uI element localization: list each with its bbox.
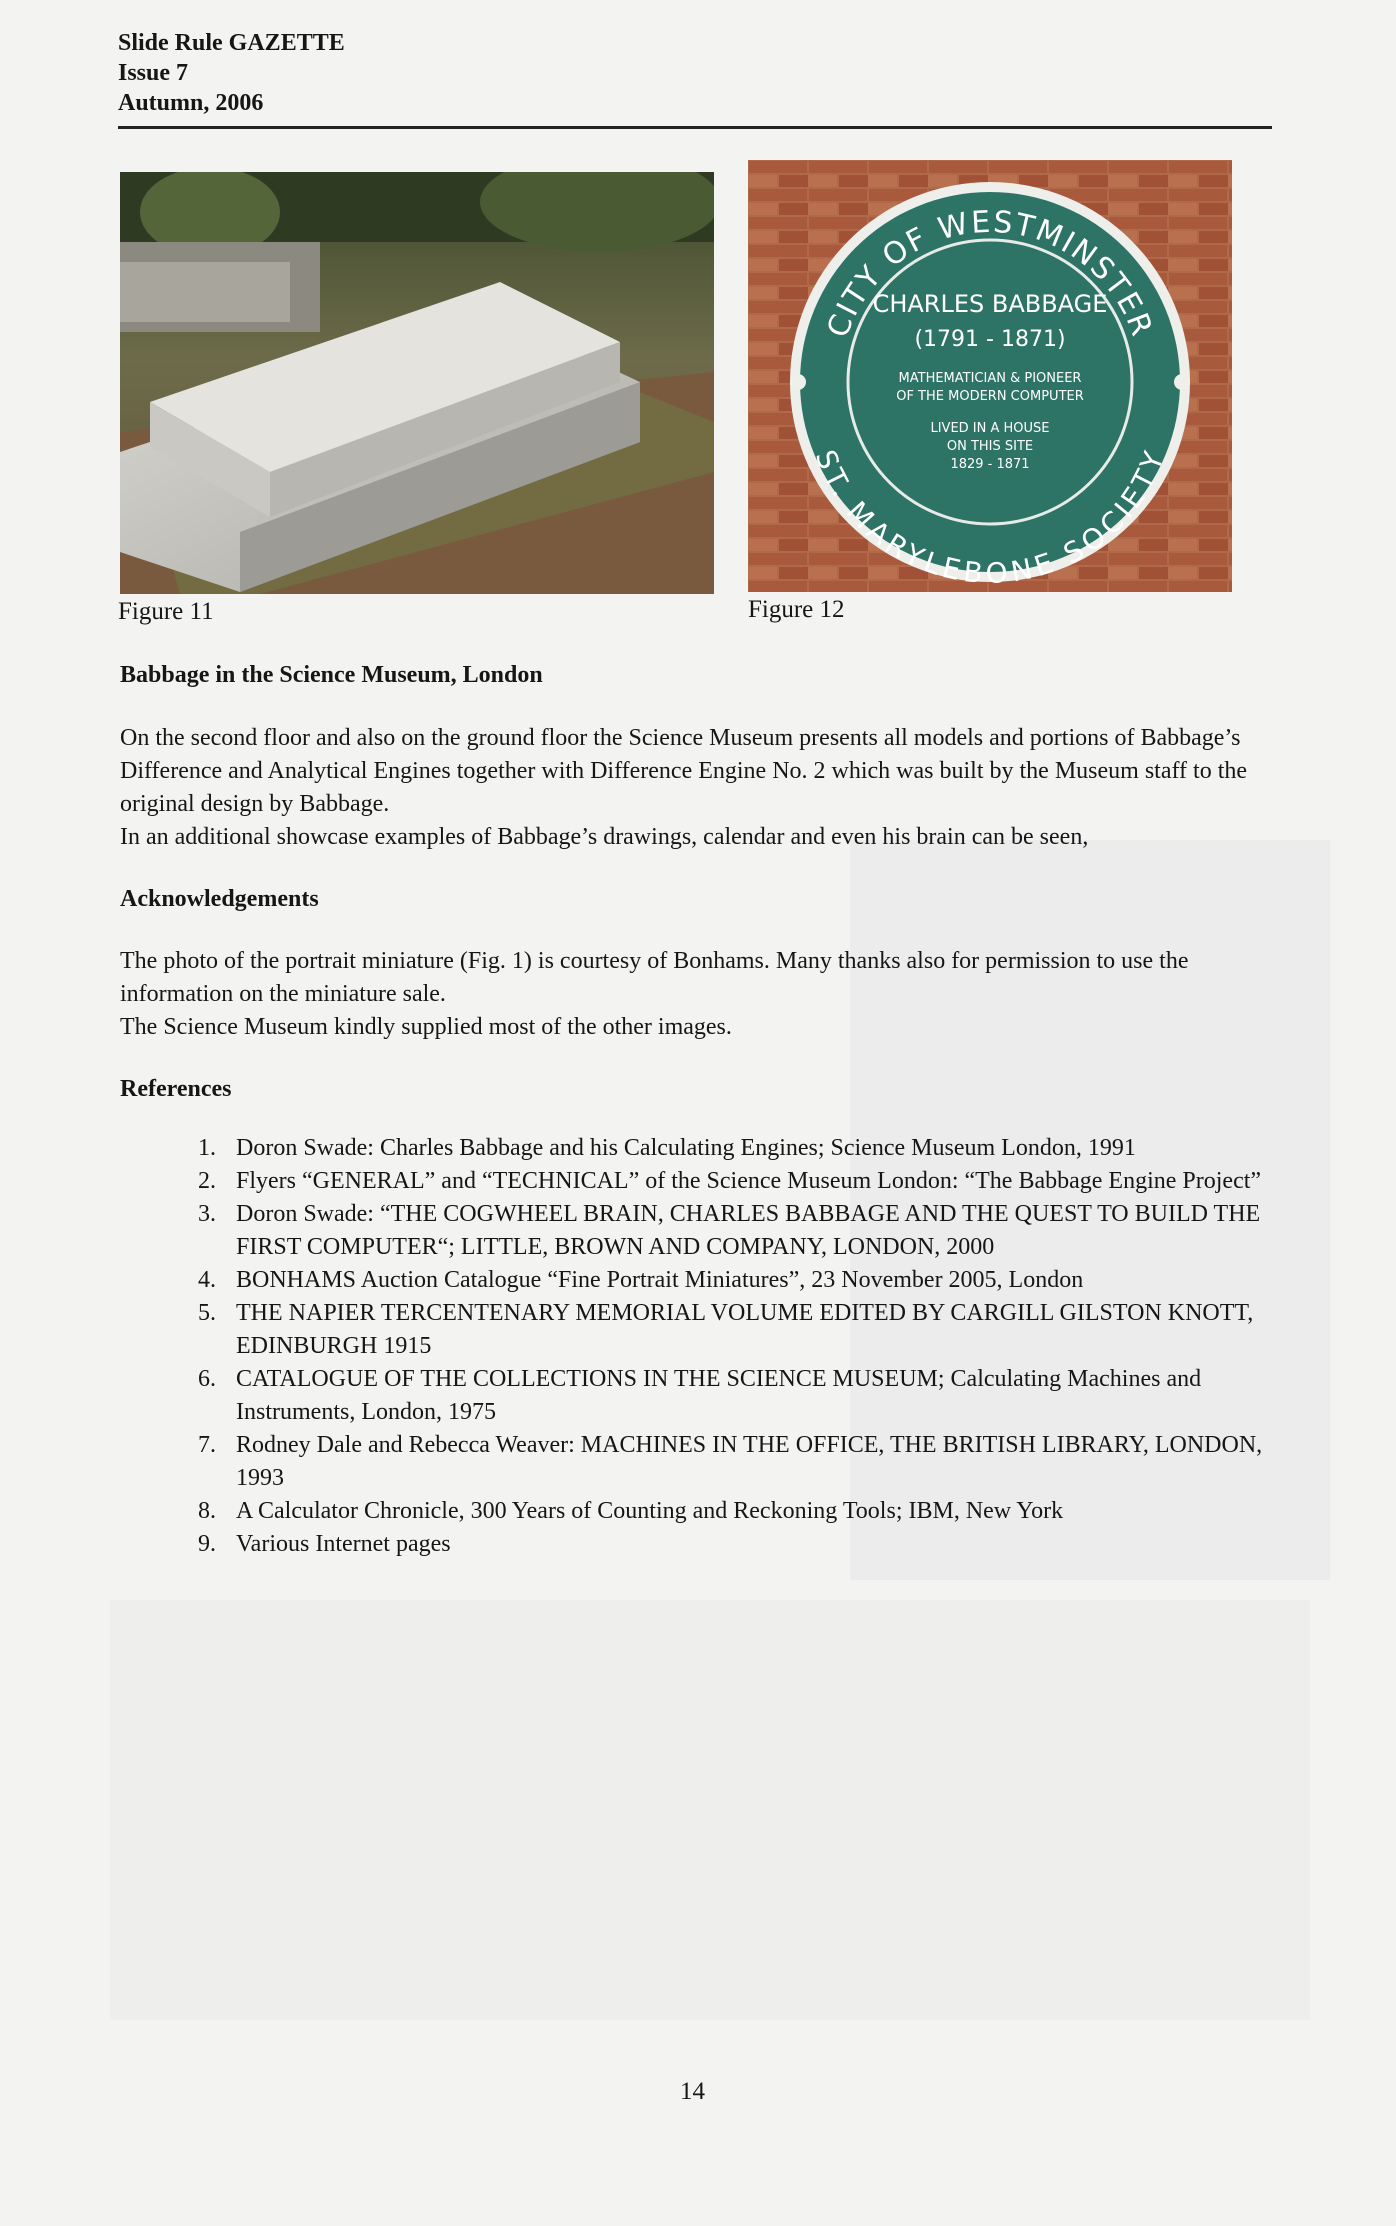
science-museum-heading: Babbage in the Science Museum, London [120, 662, 543, 688]
plaque-line-5: 1829 - 1871 [950, 457, 1030, 472]
page-number: 14 [680, 2078, 705, 2105]
reference-item: 3. Doron Swade: “THE COGWHEEL BRAIN, CHARLES BABBAGE AND THE QUEST TO BUILD THE FIRST COMPUTER“; LITTLE, BROWN AND COMPANY, LONDON, 2000 [198, 1201, 1261, 1260]
issue-number: Issue 7 [118, 60, 189, 86]
bleed-through-area [110, 1600, 1310, 2020]
references-heading: References [120, 1076, 232, 1102]
plaque-arc-top: CITY OF WESTMINSTER [820, 204, 1160, 343]
plaque-dates: (1791 - 1871) [914, 327, 1066, 352]
figure-11-grave-photo [120, 172, 714, 594]
plaque-name: CHARLES BABBAGE [872, 290, 1108, 318]
issue-date: Autumn, 2006 [118, 90, 264, 116]
plaque-line-4: ON THIS SITE [946, 439, 1034, 454]
acknowledgements-paragraph-2: The Science Museum kindly supplied most of the other images. [120, 1014, 732, 1040]
plaque-line-1: MATHEMATICIAN & PIONEER [898, 371, 1082, 386]
grave-illustration [120, 172, 714, 594]
reference-item: 2. Flyers “GENERAL” and “TECHNICAL” of the Science Museum London: “The Babbage Engine Project” [198, 1168, 1262, 1194]
publication-title: Slide Rule GAZETTE [118, 30, 345, 56]
figure-11-caption: Figure 11 [118, 598, 214, 625]
acknowledgements-text [120, 945, 1280, 1044]
acknowledgements-paragraph-1: The photo of the portrait miniature (Fig. 1) is courtesy of Bonhams. Many thanks also for permission to use the information on the miniature sale. [120, 948, 1189, 1007]
science-museum-paragraph-2: In an additional showcase examples of Babbage’s drawings, calendar and even his brain can be seen, [120, 824, 1089, 850]
header-rule [118, 126, 1272, 129]
science-museum-paragraph-1: On the second floor and also on the ground floor the Science Museum presents all models and portions of Babbage’s Difference and Analytical Engines together with Difference Engine No. 2 which was built by the Museum staff to the original design by Babbage. [120, 725, 1248, 817]
reference-item: 7. Rodney Dale and Rebecca Weaver: MACHINES IN THE OFFICE, THE BRITISH LIBRARY, LONDON, 1993 [198, 1432, 1263, 1491]
page-header [118, 28, 345, 118]
references-list [120, 1132, 1280, 1561]
figure-12-caption: Figure 12 [748, 596, 845, 623]
reference-item: 1. Doron Swade: Charles Babbage and his Calculating Engines; Science Museum London, 1991 [198, 1135, 1136, 1161]
science-museum-text [120, 722, 1280, 854]
plaque-illustration [748, 160, 1232, 592]
reference-item: 4. BONHAMS Auction Catalogue “Fine Portrait Miniatures”, 23 November 2005, London [198, 1267, 1084, 1293]
reference-item: 5. THE NAPIER TERCENTENARY MEMORIAL VOLUME EDITED BY CARGILL GILSTON KNOTT, EDINBURGH 1915 [198, 1300, 1254, 1359]
reference-item: 9. Various Internet pages [198, 1531, 451, 1557]
plaque-line-2: OF THE MODERN COMPUTER [896, 389, 1084, 404]
acknowledgements-heading: Acknowledgements [120, 886, 319, 912]
plaque-line-3: LIVED IN A HOUSE [930, 421, 1050, 436]
plaque-arc-bottom: ST. MARYLEBONE SOCIETY [808, 445, 1172, 591]
reference-item: 6. CATALOGUE OF THE COLLECTIONS IN THE SCIENCE MUSEUM; Calculating Machines and Instruments, London, 1975 [198, 1366, 1202, 1425]
reference-item: 8. A Calculator Chronicle, 300 Years of Counting and Reckoning Tools; IBM, New York [198, 1498, 1064, 1524]
figure-12-plaque-photo [748, 160, 1232, 592]
